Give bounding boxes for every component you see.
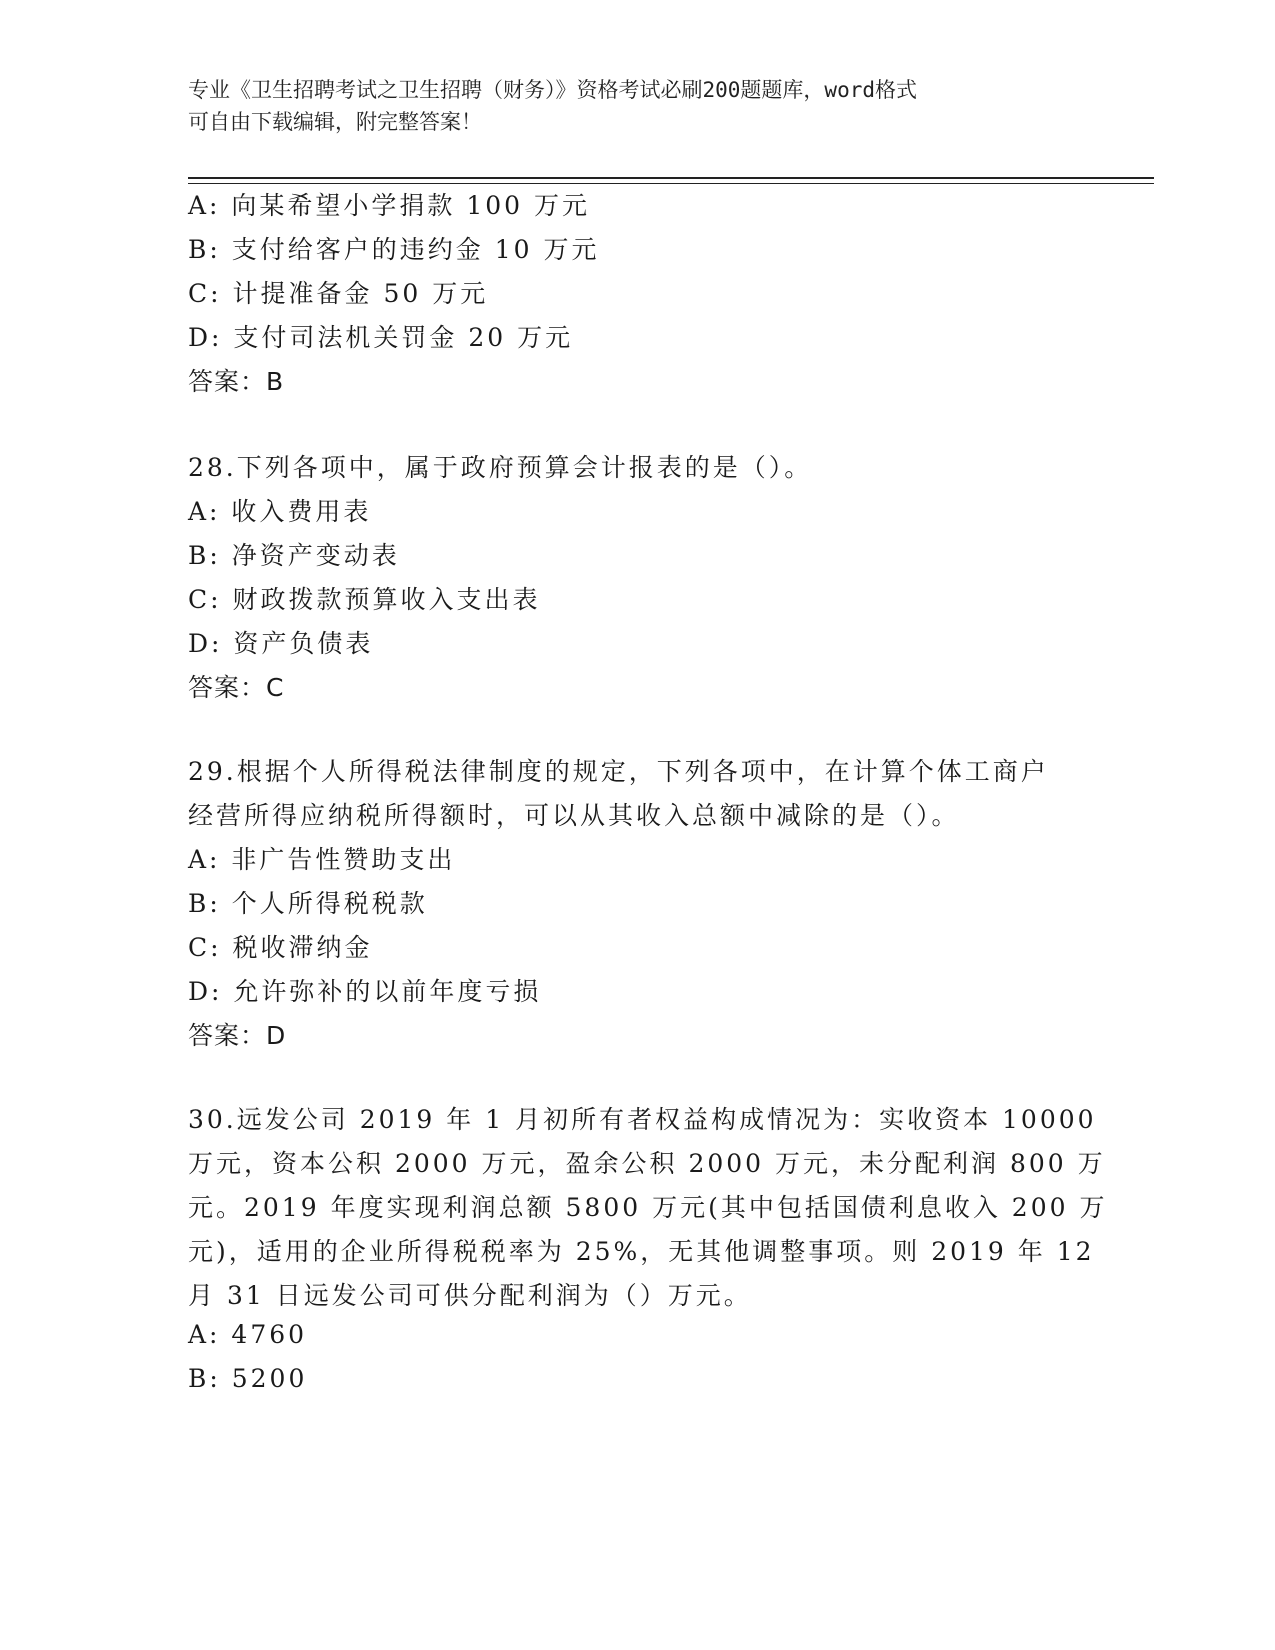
q28-answer: 答案：C bbox=[188, 673, 285, 702]
header-line-2: 可自由下载编辑，附完整答案！ bbox=[188, 110, 482, 134]
document-header bbox=[188, 74, 1068, 138]
header-divider-thin bbox=[188, 183, 1154, 184]
q28-stem: 28.下列各项中，属于政府预算会计报表的是（）。 bbox=[188, 453, 813, 482]
q27-option-a: A: 向某希望小学捐款 100 万元 bbox=[188, 191, 591, 220]
q28-option-b: B: 净资产变动表 bbox=[188, 541, 400, 570]
q30-stem-line-5: 月 31 日远发公司可供分配利润为（）万元。 bbox=[188, 1281, 752, 1310]
q30-stem-line-2: 万元，资本公积 2000 万元，盈余公积 2000 万元，未分配利润 800 万 bbox=[188, 1149, 1106, 1178]
header-divider-thick bbox=[188, 177, 1154, 179]
q29-answer: 答案：D bbox=[188, 1021, 287, 1050]
q30-stem-line-4: 元)，适用的企业所得税税率为 25%，无其他调整事项。则 2019 年 12 bbox=[188, 1237, 1095, 1266]
q27-option-d: D: 支付司法机关罚金 20 万元 bbox=[188, 323, 574, 352]
q28-option-a: A: 收入费用表 bbox=[188, 497, 372, 526]
q27-option-b: B: 支付给客户的违约金 10 万元 bbox=[188, 235, 600, 264]
q27-option-c: C: 计提准备金 50 万元 bbox=[188, 279, 489, 308]
q28-option-c: C: 财政拨款预算收入支出表 bbox=[188, 585, 541, 614]
q30-option-b: B: 5200 bbox=[188, 1364, 308, 1393]
q30-option-a: A: 4760 bbox=[188, 1320, 308, 1349]
header-line-1: 专业《卫生招聘考试之卫生招聘（财务）》资格考试必刷200题题库，word格式 bbox=[188, 78, 917, 102]
q29-option-d: D: 允许弥补的以前年度亏损 bbox=[188, 977, 542, 1006]
q28-option-d: D: 资产负债表 bbox=[188, 629, 374, 658]
q29-stem-line-2: 经营所得应纳税所得额时，可以从其收入总额中减除的是（）。 bbox=[188, 801, 960, 830]
q29-option-c: C: 税收滞纳金 bbox=[188, 933, 373, 962]
q30-stem-line-3: 元。2019 年度实现利润总额 5800 万元(其中包括国债利息收入 200 万 bbox=[188, 1193, 1108, 1222]
q29-stem-line-1: 29.根据个人所得税法律制度的规定，下列各项中，在计算个体工商户 bbox=[188, 757, 1049, 786]
q29-option-a: A: 非广告性赞助支出 bbox=[188, 845, 456, 874]
q30-stem-line-1: 30.远发公司 2019 年 1 月初所有者权益构成情况为：实收资本 10000 bbox=[188, 1105, 1097, 1134]
q29-option-b: B: 个人所得税税款 bbox=[188, 889, 428, 918]
q27-answer: 答案：B bbox=[188, 367, 285, 396]
